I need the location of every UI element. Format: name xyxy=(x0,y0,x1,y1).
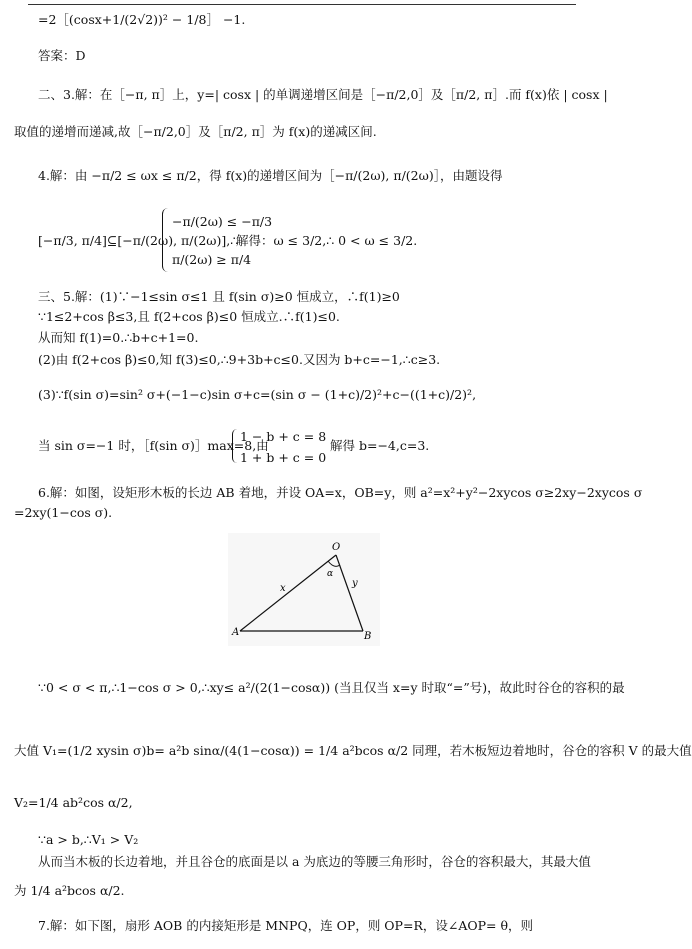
side-label-y: y xyxy=(352,578,358,589)
solution-line: 二、3.解：在［−π, π］上，y=| cosx | 的单调递增区间是［−π/2,0］及［π/2, π］.而 f(x)依 | cosx | xyxy=(38,87,608,102)
inequality-row: −π/(2ω) ≤ −π/3 xyxy=(172,214,273,229)
solution-line: 4.解：由 −π/2 ≤ ωx ≤ π/2，得 f(x)的递增区间为［−π/(2ω), π/(2ω)］，由题设得 xyxy=(38,168,503,183)
solution-line: 为 1/4 a²bcos α/2. xyxy=(14,883,125,898)
solution-line: =2［(cosx+1/(2√2))² − 1/8］ −1. xyxy=(38,12,246,27)
solution-line: (2)由 f(2+cos β)≤0,知 f(3)≤0,∴9+3b+c≤0.又因为 b+c=−1,∴c≥3. xyxy=(38,352,441,367)
vertex-label-o: O xyxy=(332,542,341,553)
solution-line: 解得：ω ≤ 3/2,∴ 0 < ω ≤ 3/2. xyxy=(236,233,418,248)
solution-line: [−π/3, π/4]⊆[−π/(2ω), π/(2ω)],∴ xyxy=(38,233,239,248)
solution-line: V₂=1/4 ab²cos α/2, xyxy=(14,795,133,810)
angle-label: α xyxy=(327,569,334,579)
vertex-label-a: A xyxy=(232,627,240,638)
solution-line: 三、5.解：(1)∵−1≤sin σ≤1 且 f(sin σ)≥0 恒成立，∴f(1)≥0 xyxy=(38,289,400,304)
equation-row: 1 − b + c = 8 xyxy=(240,429,327,444)
inequality-row: π/(2ω) ≥ π/4 xyxy=(172,252,252,267)
solution-line: =2xy(1−cos σ). xyxy=(14,505,113,520)
solution-line: 大值 V₁=(1/2 xysin σ)b= a²b sinα/(4(1−cosα)) = 1/4 a²bcos α/2 同理，若木板短边着地时，谷仓的容积 V 的最大值 xyxy=(14,743,692,758)
top-rule xyxy=(28,4,576,5)
solution-line: 7.解：如下图，扇形 AOB 的内接矩形是 MNPQ，连 OP，则 OP=R，设∠AOP= θ，则 xyxy=(38,918,533,933)
triangle-figure xyxy=(228,533,380,646)
vertex-label-b: B xyxy=(364,631,372,642)
solution-line: 当 sin σ=−1 时，［f(sin σ)］max=8,由 xyxy=(38,438,269,453)
answer-line: 答案：D xyxy=(38,48,86,63)
solution-line: (3)∵f(sin σ)=sin² σ+(−1−c)sin σ+c=(sin σ − (1+c)/2)²+c−((1+c)/2)², xyxy=(38,387,477,402)
solution-line: 解得 b=−4,c=3. xyxy=(330,438,430,453)
solution-line: ∵1≤2+cos β≤3,且 f(2+cos β)≤0 恒成立.∴f(1)≤0. xyxy=(38,309,340,324)
equation-row: 1 + b + c = 0 xyxy=(240,450,327,465)
solution-line: 从而知 f(1)=0.∴b+c+1=0. xyxy=(38,330,199,345)
solution-line: ∵a > b,∴V₁ > V₂ xyxy=(38,832,139,847)
solution-line: 取值的递增而递减,故［−π/2,0］及［π/2, π］为 f(x)的递减区间. xyxy=(14,124,377,139)
solution-line: 从而当木板的长边着地，并且谷仓的底面是以 a 为底边的等腰三角形时，谷仓的容积最大，其最大值 xyxy=(38,854,591,869)
solution-line: ∵0 < σ < π,∴1−cos σ > 0,∴xy≤ a²/(2(1−cosα)) (当且仅当 x=y 时取“=”号)，故此时谷仓的容积的最 xyxy=(38,680,625,695)
side-label-x: x xyxy=(280,583,286,594)
solution-line: 6.解：如图，设矩形木板的长边 AB 着地，并设 OA=x，OB=y，则 a²=x²+y²−2xycos σ≥2xy−2xycos σ xyxy=(38,485,643,500)
